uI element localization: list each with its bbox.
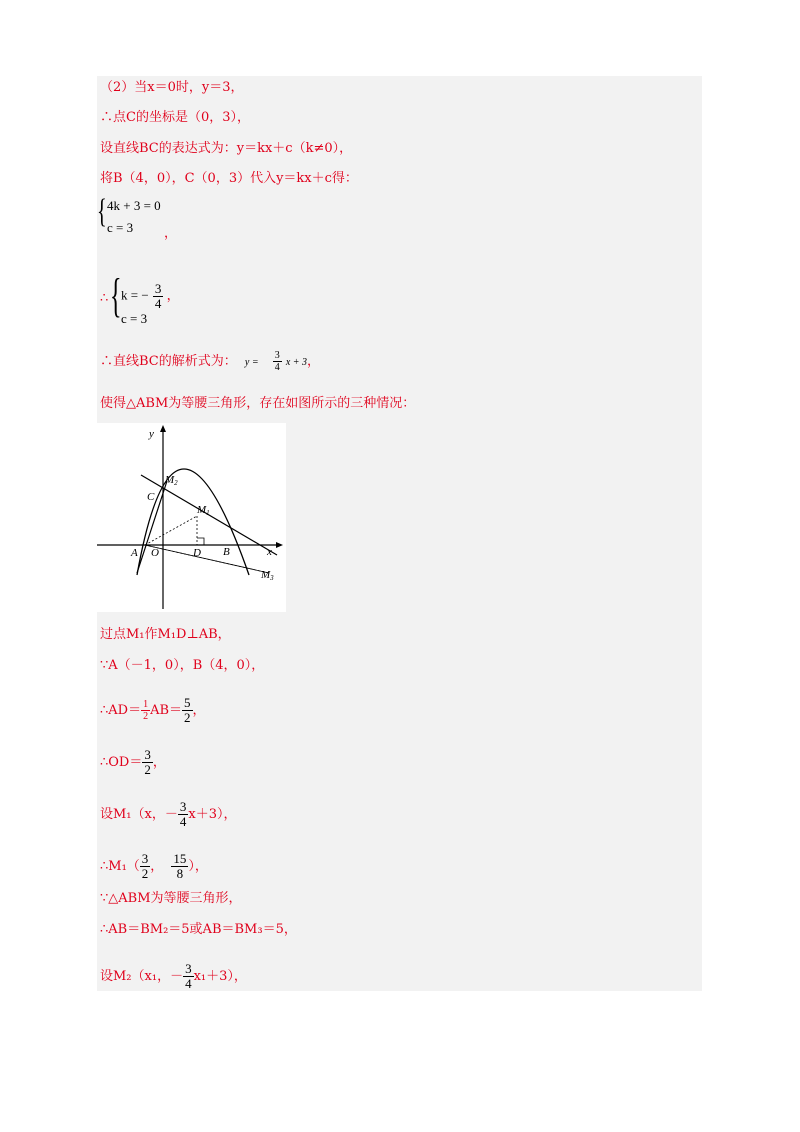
y-equals: y = <box>244 357 259 368</box>
line-x-zero: （2）当x＝0时，y＝3， <box>100 80 244 95</box>
fraction-15-8: $\frac{15}{8}$ <box>173 851 187 881</box>
label-m3: M3 <box>261 569 274 582</box>
ad-equals: ∴AD＝ <box>100 703 142 718</box>
fraction-3-4-small: $\frac{3}{4}$ <box>274 350 280 373</box>
label-a: A <box>131 547 138 559</box>
x-plus-3: x + 3 <box>285 357 308 368</box>
x-axis-arrow <box>276 542 283 548</box>
line-bc-result-comma: ， <box>307 354 321 369</box>
set-m2-suffix: x₁＋3）， <box>193 969 247 984</box>
fraction-3-2: $\frac{3}{2}$ <box>144 747 151 777</box>
brace-1: { <box>97 193 107 230</box>
line-ad-comma: ， <box>192 703 206 718</box>
line-points-ab: ∵A（－1，0），B（4，0）， <box>100 658 265 673</box>
label-b: B <box>223 546 230 558</box>
label-x: x <box>267 546 272 558</box>
m1-coords-comma: ， <box>150 859 164 874</box>
line-od-comma: ， <box>152 755 166 770</box>
system-2-row-1 <box>121 282 180 311</box>
system-2-comma: ， <box>166 287 180 303</box>
line-isosceles-cases: 使得△ABM为等腰三角形，存在如图所示的三种情况： <box>100 396 416 411</box>
line-point-c: ∴点C的坐标是（0，3）， <box>100 110 250 125</box>
segment-a-m1 <box>145 516 197 545</box>
fraction-3-4: $\frac{3}{4}$ <box>154 281 162 311</box>
line-od <box>100 748 166 777</box>
fraction-3-2-coord: $\frac{3}{2}$ <box>141 851 149 881</box>
line-m1-coords <box>100 852 208 881</box>
set-m2-prefix: 设M₂（x₁，－ <box>100 969 184 984</box>
line-bc-result-text: ∴直线BC的解析式为： <box>100 354 237 369</box>
m1-coords-prefix: ∴M₁（ <box>100 859 140 874</box>
label-m1: M1 <box>197 504 210 517</box>
fraction-3-4-m1: $\frac{3}{4}$ <box>179 799 187 829</box>
brace-2: { <box>110 269 122 322</box>
right-angle-mark <box>197 538 204 545</box>
geometry-figure <box>97 423 286 612</box>
label-m2: M2 <box>165 474 178 487</box>
line-substitute: 将B（4，0），C（0，3）代入y＝kx＋c得： <box>100 171 358 186</box>
od-equals: ∴OD＝ <box>100 755 143 770</box>
figure-svg <box>97 423 286 612</box>
line-bc-expression: 设直线BC的表达式为：y＝kx＋c（k≠0）， <box>100 141 353 156</box>
label-y: y <box>149 428 154 440</box>
system-2-row-2: c = 3 <box>121 311 148 326</box>
line-ab-bm: ∴AB＝BM₂＝5或AB＝BM₃＝5， <box>100 922 297 937</box>
system-1-row-1: 4k + 3 = 0 <box>107 198 161 213</box>
ab-equals: AB＝ <box>150 703 183 718</box>
label-c: C <box>147 491 155 503</box>
fraction-1-2: $\frac{1}{2}$ <box>143 699 149 722</box>
set-m1-suffix: x＋3）， <box>188 807 237 822</box>
line-isosceles: ∵△ABM为等腰三角形， <box>100 891 242 906</box>
line-bc-result <box>100 350 320 373</box>
therefore-symbol: ∴ <box>100 290 109 305</box>
line-set-m2 <box>100 962 247 991</box>
fraction-3-4-m2: $\frac{3}{4}$ <box>185 961 192 991</box>
y-axis-arrow <box>160 425 166 432</box>
fraction-5-2: $\frac{5}{2}$ <box>184 695 191 725</box>
label-d: D <box>193 547 201 559</box>
m1-coords-suffix: ）， <box>188 859 208 874</box>
system-1-row-2: c = 3 <box>107 220 134 235</box>
line-set-m1 <box>100 800 236 829</box>
line-perpendicular: 过点M₁作M₁D⊥AB， <box>100 627 231 642</box>
system-1-comma: ， <box>164 225 178 240</box>
line-ad <box>100 696 206 725</box>
k-equals: k = − <box>121 287 149 303</box>
set-m1-prefix: 设M₁（x，－ <box>100 807 178 822</box>
label-o: O <box>151 547 159 559</box>
